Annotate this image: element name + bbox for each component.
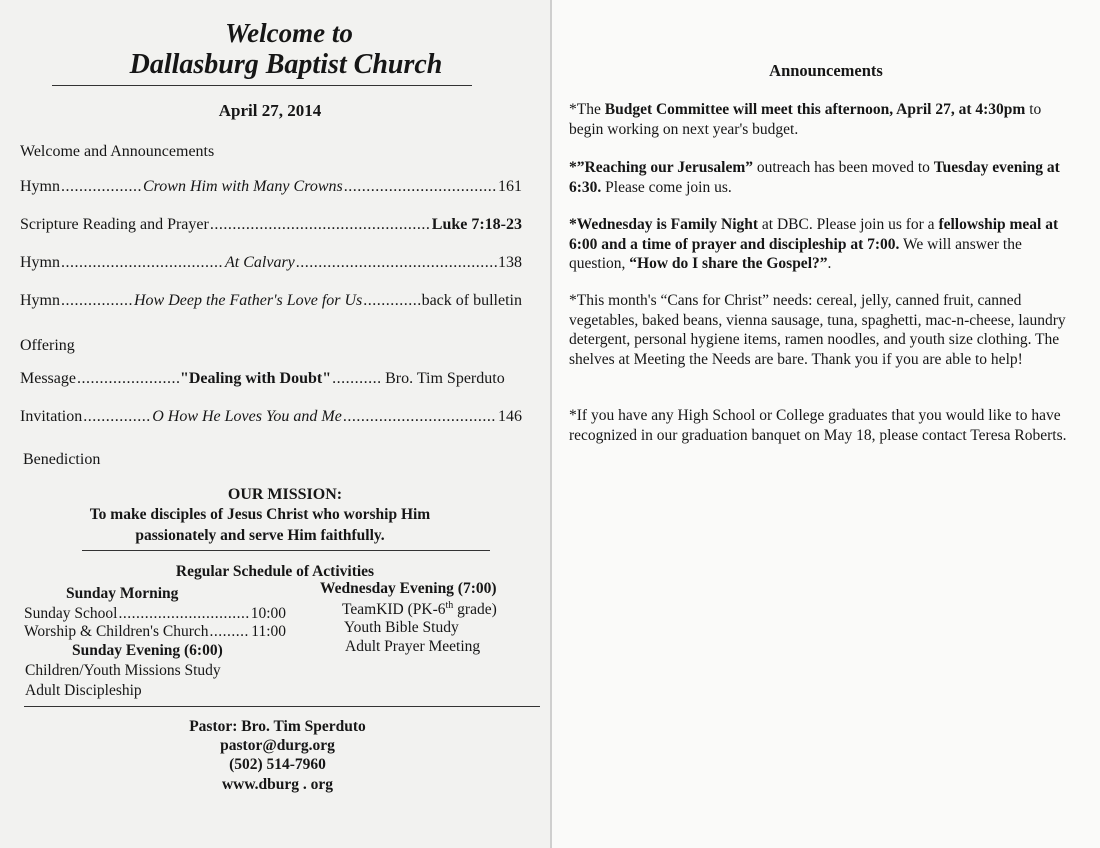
- pastor-email: pastor@durg.org: [220, 737, 335, 754]
- welcome-announcements: Welcome and Announcements: [20, 143, 215, 160]
- schedule-item-name: Worship & Children's Church: [24, 623, 209, 640]
- service-item: [20, 292, 522, 310]
- item-title: "Dealing with Doubt": [179, 370, 332, 387]
- item-ref: Bro. Tim Sperduto: [385, 370, 505, 387]
- sunday-evening-heading: Sunday Evening (6:00): [72, 642, 223, 659]
- schedule-rule: [24, 706, 540, 707]
- schedule-item-name: Sunday School: [24, 605, 118, 622]
- announcement-outreach: *”Reaching our Jerusalem” outreach has been moved to Tuesday evening at 6:30. Please come join us.: [569, 159, 1060, 196]
- service-item: [20, 178, 522, 196]
- schedule-item: Youth Bible Study: [344, 619, 459, 636]
- wednesday-evening-heading: Wednesday Evening (7:00): [320, 580, 497, 597]
- item-title: O How He Loves You and Me: [152, 408, 342, 425]
- sunday-morning-heading: Sunday Morning: [66, 585, 179, 602]
- item-title: Crown Him with Many Crowns: [143, 178, 343, 195]
- announcement-graduates: *If you have any High School or College graduates that you would like to have recognized in our graduation banquet on May 18, please contact Teresa Roberts.: [569, 407, 1067, 444]
- schedule-item: [24, 605, 286, 623]
- item-ref: Luke 7:18-23: [431, 216, 522, 233]
- service-item: [20, 408, 522, 426]
- mission-heading: OUR MISSION:: [227, 486, 343, 503]
- announcement-family-night: *Wednesday is Family Night at DBC. Please join us for a fellowship meal at 6:00 and a time of prayer and discipleship at 7:00. We will answer the question, “How do I share the Gospel?”.: [569, 216, 1059, 272]
- item-title: At Calvary: [225, 254, 295, 271]
- offering: Offering: [20, 337, 75, 354]
- announcements-title: Announcements: [769, 61, 883, 80]
- item-label: Hymn: [20, 254, 60, 271]
- pastor-name: Pastor: Bro. Tim Sperduto: [189, 718, 366, 735]
- benediction: Benediction: [23, 451, 101, 468]
- item-ref: 138: [498, 254, 522, 271]
- announcement-budget: *The Budget Committee will meet this afternoon, April 27, at 4:30pm to begin working on next year's budget.: [569, 101, 1042, 138]
- item-label: Invitation: [20, 408, 83, 425]
- schedule-heading: Regular Schedule of Activities: [175, 563, 375, 580]
- service-item: [20, 254, 522, 272]
- item-ref: 146: [498, 408, 522, 425]
- announcement-cans-for-christ: *This month's “Cans for Christ” needs: cereal, jelly, canned fruit, canned vegetables, baked beans, vienna sausage, tuna, spaghetti, mac-n-cheese, laundry detergent, personal hygiene items, ramen noodles, and youth size clothing. The shelves at Meeting the Needs are bare. Thank you if you are able to help!: [569, 292, 1066, 368]
- mission-rule: [82, 550, 490, 551]
- title-underline: [52, 85, 472, 86]
- schedule-item-time: 11:00: [251, 623, 286, 640]
- service-item: [20, 216, 522, 234]
- schedule-item: Children/Youth Missions Study: [25, 662, 221, 679]
- bulletin-right-page: [552, 0, 1100, 848]
- church-website: www.dburg . org: [221, 776, 334, 793]
- bulletin-date: April 27, 2014: [218, 101, 322, 120]
- schedule-item: TeamKID (PK-6th grade): [342, 600, 497, 619]
- item-label: Scripture Reading and Prayer: [20, 216, 209, 233]
- schedule-item: [24, 623, 286, 641]
- church-name: Dallasburg Baptist Church: [129, 49, 443, 80]
- service-item: [20, 370, 520, 388]
- schedule-item: Adult Discipleship: [25, 682, 142, 699]
- schedule-item: Adult Prayer Meeting: [345, 638, 481, 655]
- item-ref: back of bulletin: [421, 292, 522, 309]
- schedule-item-time: 10:00: [250, 605, 286, 622]
- pastor-phone: (502) 514-7960: [229, 756, 326, 773]
- item-ref: 161: [498, 178, 522, 195]
- item-label: Hymn: [20, 178, 60, 195]
- item-label: Message: [20, 370, 76, 387]
- item-title: How Deep the Father's Love for Us: [134, 292, 363, 309]
- mission-statement: To make disciples of Jesus Christ who worship Him passionately and serve Him faithfully.: [89, 506, 431, 544]
- item-label: Hymn: [20, 292, 60, 309]
- welcome-line: Welcome to: [225, 18, 353, 48]
